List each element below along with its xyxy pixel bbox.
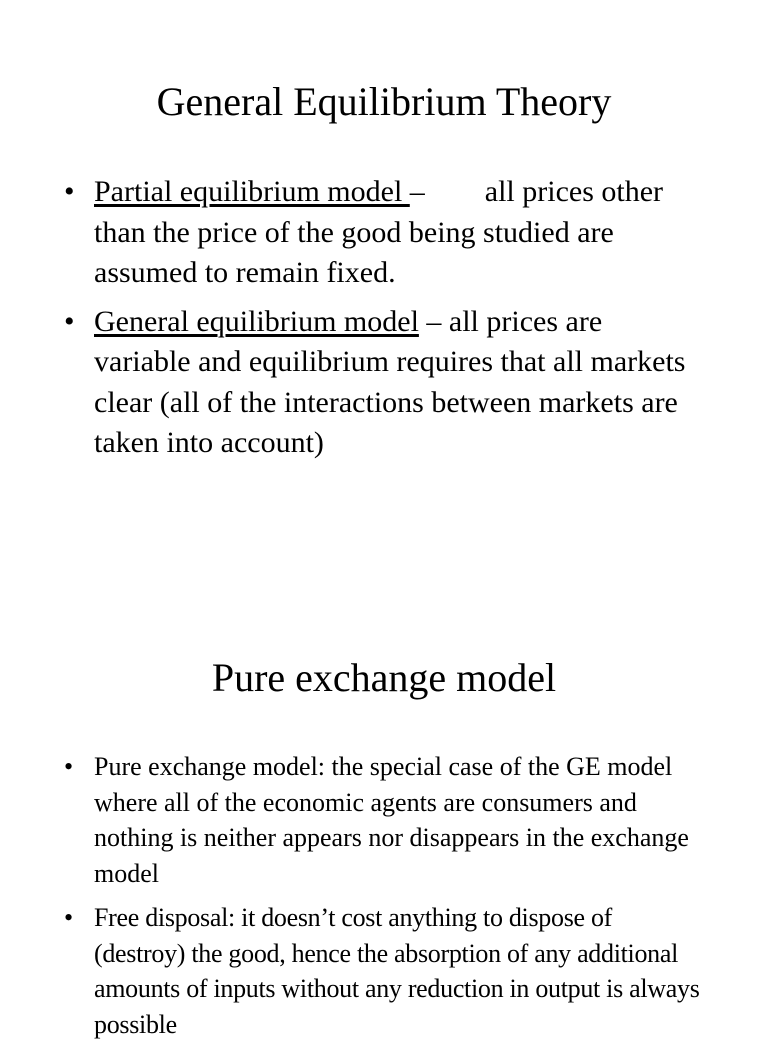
term-partial-equilibrium: Partial equilibrium model <box>94 175 410 208</box>
bullet-partial-equilibrium <box>60 172 700 294</box>
bullet-icon: • <box>64 752 74 781</box>
bullet-pure-exchange <box>60 749 700 891</box>
definition-text: – all prices are variable and equilibrium requires that all markets clear (all of the interactions between markets are taken into account) <box>94 304 686 459</box>
bullet-general-equilibrium <box>60 302 700 464</box>
bullet-text: Free disposal: it doesn’t cost anything to dispose of (destroy) the good, hence the absorption of any additional amounts of inputs without any reduction in output is always possible <box>94 903 700 1039</box>
term-dash: – <box>409 175 425 208</box>
bullet-free-disposal <box>60 900 700 1042</box>
definition-text: other than the price of the good being studied are assumed to remain fixed. <box>94 175 664 289</box>
bullet-list <box>60 749 700 1042</box>
bullet-list <box>60 172 700 464</box>
term-general-equilibrium: General equilibrium model <box>94 304 419 338</box>
bullet-icon: • <box>64 304 75 338</box>
slide-title: Pure exchange model <box>211 655 557 700</box>
slide-title: General Equilibrium Theory <box>156 79 612 124</box>
bullet-icon: • <box>64 175 75 208</box>
bullet-text: Pure exchange model: the special case of the GE model where all of the economic agents are consumers and nothing is neither appears nor disappears in the exchange model <box>94 752 689 888</box>
definition-line1: all prices <box>484 175 594 208</box>
bullet-icon: • <box>64 903 73 932</box>
